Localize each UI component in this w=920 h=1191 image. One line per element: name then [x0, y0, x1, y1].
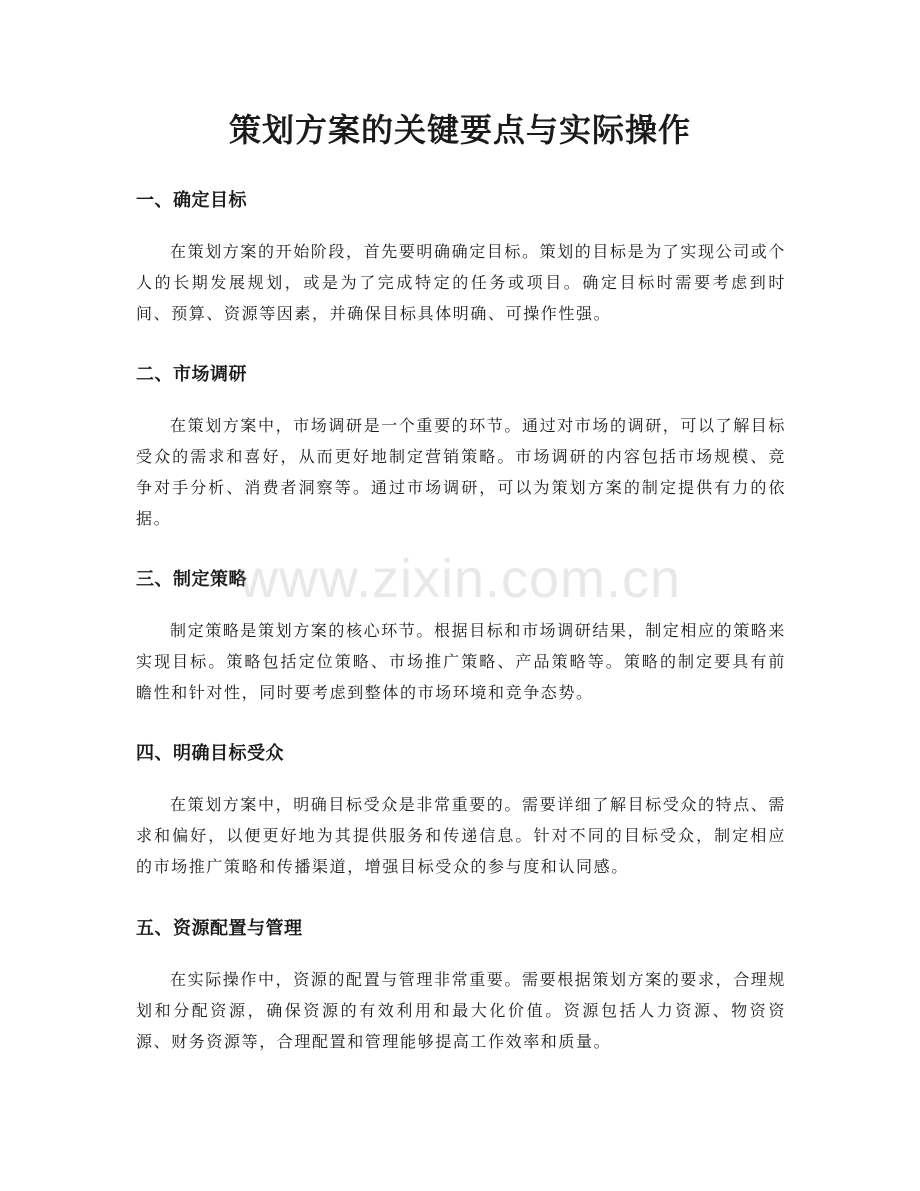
section-target-audience	[136, 741, 786, 882]
section-resource-management	[136, 916, 786, 1057]
section-formulate-strategy	[136, 567, 786, 708]
watermark-text: www.zixin.com.cn	[238, 549, 682, 609]
section-paragraph: 在策划方案中，市场调研是一个重要的环节。通过对市场的调研，可以了解目标受众的需求和喜好，从而更好地制定营销策略。市场调研的内容包括市场规模、竞争对手分析、消费者洞察等。通过市场调研，可以为策划方案的制定提供有力的依据。	[136, 416, 787, 528]
section-paragraph: 制定策略是策划方案的核心环节。根据目标和市场调研结果，制定相应的策略来实现目标。策略包括定位策略、市场推广策略、产品策略等。策略的制定要具有前瞻性和针对性，同时要考虑到整体的市场环境和竞争态势。	[136, 621, 787, 702]
section-paragraph: 在策划方案的开始阶段，首先要明确确定目标。策划的目标是为了实现公司或个人的长期发展规划，或是为了完成特定的任务或项目。确定目标时需要考虑到时间、预算、资源等因素，并确保目标具体明确、可操作性强。	[136, 242, 787, 323]
section-market-research	[136, 362, 786, 534]
section-determine-goals	[136, 188, 786, 329]
section-heading: 一、确定目标	[136, 190, 247, 211]
section-heading: 二、市场调研	[136, 364, 247, 385]
section-paragraph: 在实际操作中，资源的配置与管理非常重要。需要根据策划方案的要求，合理规划和分配资源，确保资源的有效利用和最大化价值。资源包括人力资源、物资资源、财务资源等，合理配置和管理能够提高工作效率和质量。	[136, 970, 787, 1051]
page-title: 策划方案的关键要点与实际操作	[228, 111, 691, 149]
section-heading: 四、明确目标受众	[136, 743, 284, 764]
section-paragraph: 在策划方案中，明确目标受众是非常重要的。需要详细了解目标受众的特点、需求和偏好，以便更好地为其提供服务和传递信息。针对不同的目标受众，制定相应的市场推广策略和传播渠道，增强目标受众的参与度和认同感。	[136, 795, 787, 876]
section-heading: 五、资源配置与管理	[136, 918, 303, 939]
section-heading: 三、制定策略	[136, 569, 247, 590]
